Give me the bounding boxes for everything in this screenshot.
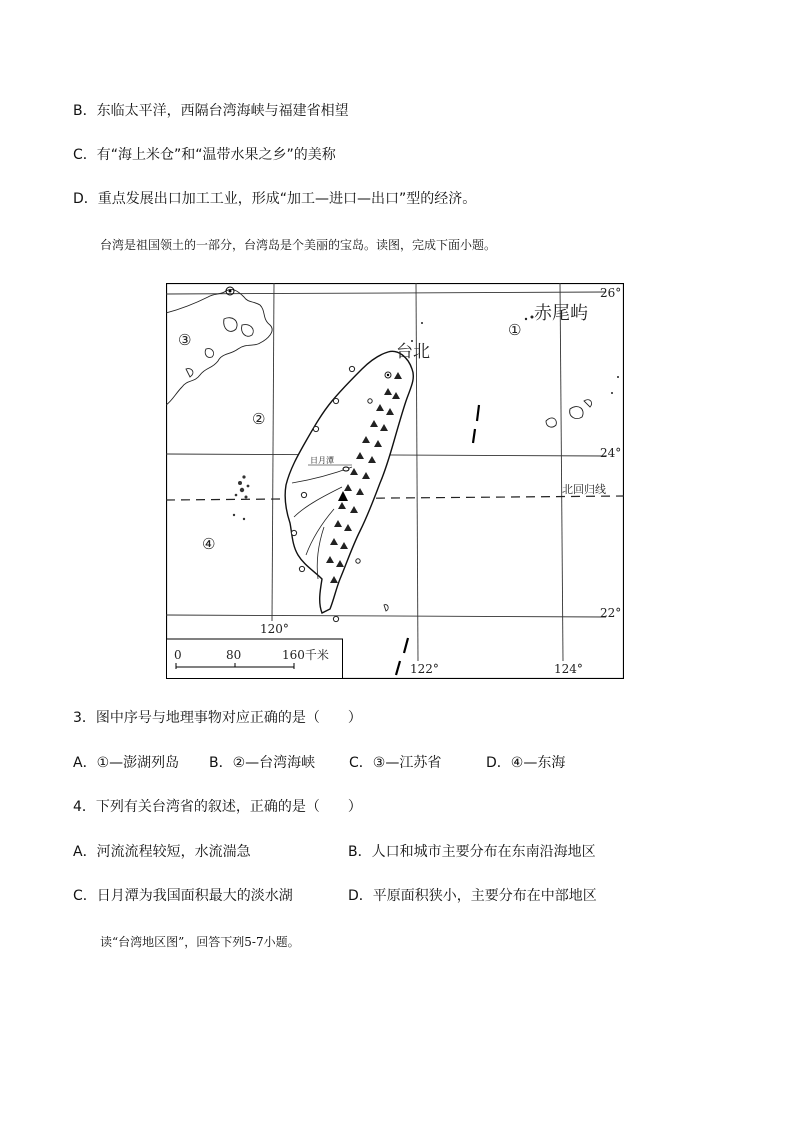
- q3-option-a: A．①—澎湖列岛: [73, 755, 180, 771]
- label-lon-122: 122°: [410, 662, 439, 676]
- label-lon-120: 120°: [260, 622, 289, 636]
- intro-next-questions: 读“台湾地区图”，回答下列5-7小题。: [100, 935, 300, 949]
- marker-3: ③: [178, 331, 192, 349]
- option-d-prev: D．重点发展出口加工工业，形成“加工—进口—出口”型的经济。: [73, 191, 477, 207]
- q3-option-b: B．②—台湾海峡: [209, 755, 316, 771]
- q4-option-b: B．人口和城市主要分布在东南沿海地区: [348, 844, 596, 860]
- label-chiweiyu: 赤尾屿: [534, 303, 588, 324]
- label-taipei: 台北: [396, 342, 430, 362]
- q4-option-c: C．日月潭为我国面积最大的淡水湖: [73, 888, 293, 904]
- marker-4: ④: [202, 535, 216, 553]
- label-lat-26: 26°: [600, 286, 622, 300]
- q3-option-d: D．④—东海: [486, 755, 566, 771]
- label-lon-124: 124°: [554, 662, 583, 676]
- marker-1: ①: [508, 321, 522, 339]
- scale-160: 160千米: [282, 648, 329, 662]
- q4-option-d: D．平原面积狭小，主要分布在中部地区: [348, 888, 597, 904]
- scale-0: 0: [174, 648, 182, 662]
- taiwan-map: [166, 283, 624, 679]
- q4-option-a: A．河流流程较短，水流湍急: [73, 844, 251, 860]
- intro-taiwan-map: 台湾是祖国领土的一部分，台湾岛是个美丽的宝岛。读图，完成下面小题。: [100, 238, 497, 252]
- q3-option-c: C．③—江苏省: [349, 755, 442, 771]
- option-b-prev: B．东临太平洋，西隔台湾海峡与福建省相望: [73, 103, 349, 119]
- label-lat-22: 22°: [600, 606, 622, 620]
- q4-stem: 4．下列有关台湾省的叙述，正确的是（ ）: [73, 799, 362, 815]
- label-sun-moon-lake: 日月潭: [310, 456, 334, 465]
- label-tropic: 北回归线: [562, 483, 606, 496]
- marker-2: ②: [252, 410, 266, 428]
- q3-stem: 3．图中序号与地理事物对应正确的是（ ）: [73, 710, 362, 726]
- sun-moon-lake-symbol: [343, 467, 349, 471]
- option-c-prev: C．有“海上米仓”和“温带水果之乡”的美称: [73, 147, 336, 163]
- label-lat-24: 24°: [600, 446, 622, 460]
- scale-bar: [167, 639, 343, 679]
- map-frame: [167, 284, 624, 679]
- scale-80: 80: [226, 648, 242, 662]
